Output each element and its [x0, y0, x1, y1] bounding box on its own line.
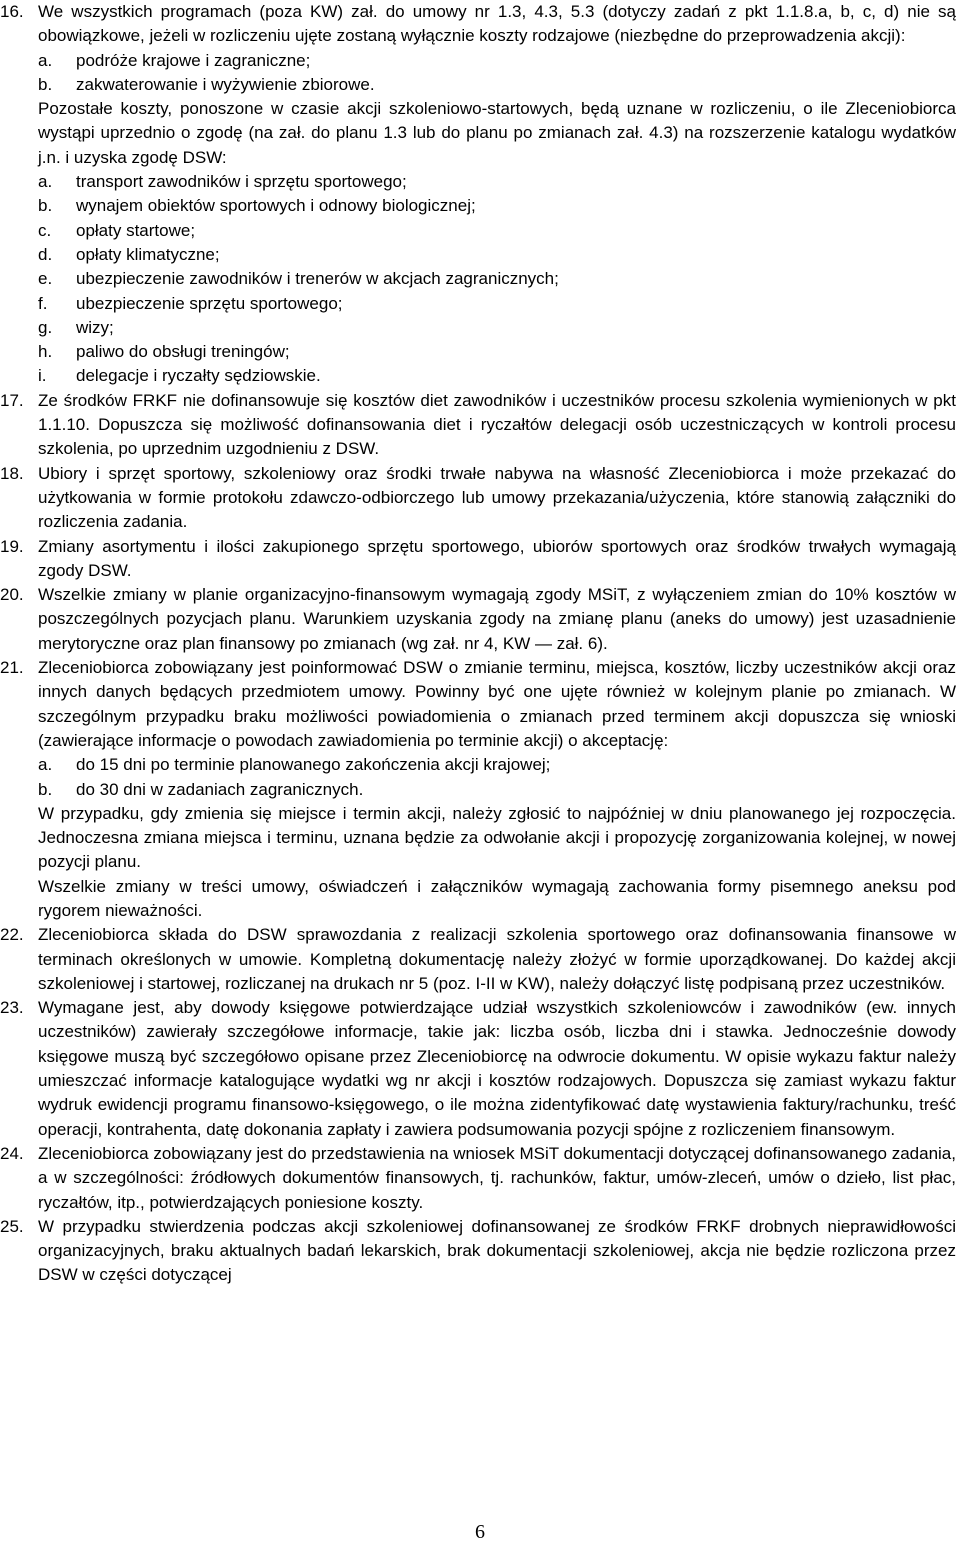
section-22: [0, 923, 960, 996]
item-text: Zleceniobiorca zobowiązany jest do przedstawienia na wniosek MSiT dokumentacji dotyczącej dofinansowanego zadania, a w szczególności: źródłowych dokumentów finansowych, tj. rachunków, faktur, umów-zleceń, umów o dzieło, list płac, ryczałtów, itp., potwierdzających poniesione koszty.: [38, 1143, 956, 1212]
list-text: zakwaterowanie i wyżywienie zbiorowe.: [76, 74, 375, 94]
list-text: paliwo do obsługi treningów;: [76, 342, 290, 362]
section-16: [0, 0, 960, 49]
paragraph-21-a: W przypadku, gdy zmienia się miejsce i termin akcji, należy zgłosić to najpóźniej w dniu planowanego jej rozpoczęcia. Jednoczesna zmiana miejsca i terminu, uznana będzie za odwołanie akcji i propozycję zorganizowania kolejnej, w nowej pozycji planu.: [38, 803, 956, 872]
item-number: 19.: [0, 536, 24, 556]
list-21: [0, 753, 960, 802]
list-text: wynajem obiektów sportowych i odnowy biologicznej;: [76, 196, 476, 216]
list-item: [38, 194, 960, 218]
item-text: Wszelkie zmiany w planie organizacyjno-finansowym wymagają zgody MSiT, z wyłączeniem zmian do 10% kosztów w poszczególnych pozycjach planu. Warunkiem uzyskania zgody na zmianę planu (aneks do umowy) jest uzasadnienie merytoryczne oraz plan finansowy po zmianach (wg zał. nr 4, KW — zał. 6).: [38, 585, 956, 653]
section-17: [0, 389, 960, 462]
list-letter: a.: [38, 172, 53, 192]
item-number: 24.: [0, 1143, 24, 1163]
section-18: [0, 462, 960, 535]
section-21: [0, 656, 960, 753]
list-text: delegacje i ryczałty sędziowskie.: [76, 366, 321, 386]
list-item: [38, 292, 960, 316]
list-text: podróże krajowe i zagraniczne;: [76, 50, 311, 70]
list-16-a: [0, 49, 960, 98]
list-text: opłaty klimatyczne;: [76, 244, 220, 264]
list-item: [38, 778, 960, 802]
list-letter: c.: [38, 220, 52, 240]
list-letter: h.: [38, 342, 53, 362]
list-letter: b.: [38, 74, 53, 94]
list-letter: f.: [38, 293, 48, 313]
item-text: Ubiory i sprzęt sportowy, szkoleniowy oraz środki trwałe nabywa na własność Zleceniobiorca i może przekazać do użytkowania w formie protokołu zdawczo-odbiorczego lub umowy przekazania/użyczenia, które stanowią załączniki do rozliczenia zadania.: [38, 463, 956, 532]
list-text: ubezpieczenie sprzętu sportowego;: [76, 293, 343, 313]
list-letter: b.: [38, 779, 53, 799]
item-text: Zleceniobiorca składa do DSW sprawozdania z realizacji szkolenia sportowego oraz dofinansowania finansowe w terminach określonych w umowie. Kompletną dokumentację należy złożyć w formie uporządkowanej. Do każdej akcji szkoleniowej i startowej, rozliczanej na drukach nr 5 (poz. I-II w KW), należy dołączyć listę podpisaną przez uczestników.: [38, 925, 956, 993]
section-25: [0, 1215, 960, 1288]
item-text: Ze środków FRKF nie dofinansowuje się kosztów diet zawodników i uczestników procesu szkolenia wymienionych w pkt 1.1.10. Dopuszcza się możliwość dofinansowania diet i ryczałtów delegacji osób uczestniczących w kontroli procesu szkolenia, po uprzednim uzgodnieniu z DSW.: [38, 390, 956, 459]
item-number: 21.: [0, 658, 24, 678]
paragraph-21-b: Wszelkie zmiany w treści umowy, oświadczeń i załączników wymagają zachowania formy pisemnego aneksu pod rygorem nieważności.: [38, 876, 956, 920]
list-item: [38, 753, 960, 777]
item-text: Wymagane jest, aby dowody księgowe potwierdzające udział wszystkich szkoleniowców i zawodników (ew. innych uczestników) zawierały szczegółowe informacje, takie jak: liczba osób, liczba dni i stawka. Jednocześnie dowody księgowe muszą być szczegółowo opisane przez Zleceniobiorcę na odwrocie dokumentu. W opisie wykazu faktur należy umieszczać informacje katalogujące wydatki wg nr akcji i kosztów rodzajowych. Dopuszcza się zamiast wykazu faktur wydruk ewidencji programu finansowo-księgowego, o ile można zidentyfikować datę wystawienia faktury/rachunku, treść operacji, kontrahenta, datę dokonania zapłaty i zawiera podsumowania pozycji spójne z rozliczeniem finansowym.: [38, 998, 956, 1139]
item-number: 22.: [0, 925, 24, 945]
page-number: 6: [475, 1521, 485, 1543]
list-letter: g.: [38, 317, 53, 337]
paragraph-16: Pozostałe koszty, ponoszone w czasie akcji szkoleniowo-startowych, będą uznane w rozliczeniu, o ile Zleceniobiorca wystąpi uprzednio o zgodę (na zał. do planu 1.3 lub do planu po zmianach zał. 4.3) na rozszerzenie katalogu wydatków j.n. i uzyska zgodę DSW:: [38, 99, 956, 167]
section-19: [0, 535, 960, 584]
list-item: [38, 219, 960, 243]
item-number: 20.: [0, 585, 24, 605]
section-20: [0, 583, 960, 656]
item-text: We wszystkich programach (poza KW) zał. do umowy nr 1.3, 4.3, 5.3 (dotyczy zadań z pkt 1.1.8.a, b, c, d) nie są obowiązkowe, jeżeli w rozliczeniu ujęte zostaną wyłącznie koszty rodzajowe (niezbędne do przeprowadzenia akcji):: [38, 2, 956, 46]
list-letter: b.: [38, 196, 53, 216]
list-letter: e.: [38, 269, 53, 289]
item-text: Zmiany asortymentu i ilości zakupionego sprzętu sportowego, ubiorów sportowych oraz środków trwałych wymagają zgody DSW.: [38, 536, 956, 580]
list-text: wizy;: [76, 317, 114, 337]
list-text: do 15 dni po terminie planowanego zakończenia akcji krajowej;: [76, 755, 551, 775]
item-text: Zleceniobiorca zobowiązany jest poinformować DSW o zmianie terminu, miejsca, kosztów, liczby uczestników akcji oraz innych danych będących przedmiotem umowy. Powinny być one ujęte również w kolejnym planie po zmianach. W szczególnym przypadku braku możliwości powiadomienia o zmianach przed terminem akcji dopuszcza się wnioski (zawierające informacje o powodach zawiadomienia po terminie akcji) o akceptację:: [38, 658, 956, 750]
list-item: [38, 267, 960, 291]
item-number: 16.: [0, 2, 24, 21]
item-text: W przypadku stwierdzenia podczas akcji szkoleniowej dofinansowanej ze środków FRKF drobnych nieprawidłowości organizacyjnych, braku aktualnych badań lekarskich, brak dokumentacji szkoleniowej, akcja nie będzie rozliczona przez DSW w części dotyczącej: [38, 1216, 956, 1285]
list-item: [38, 243, 960, 267]
list-letter: a.: [38, 50, 53, 70]
section-23: [0, 996, 960, 1142]
list-item: [38, 340, 960, 364]
list-item: [38, 364, 960, 388]
list-item: [38, 49, 960, 73]
list-text: ubezpieczenie zawodników i trenerów w akcjach zagranicznych;: [76, 269, 559, 289]
item-number: 23.: [0, 998, 24, 1018]
item-number: 17.: [0, 390, 24, 410]
item-number: 25.: [0, 1216, 24, 1236]
list-text: do 30 dni w zadaniach zagranicznych.: [76, 779, 364, 799]
list-16-b: [0, 170, 960, 389]
list-letter: i.: [38, 366, 47, 386]
list-text: transport zawodników i sprzętu sportowego;: [76, 172, 407, 192]
list-letter: d.: [38, 244, 53, 264]
list-item: [38, 170, 960, 194]
section-24: [0, 1142, 960, 1215]
list-text: opłaty startowe;: [76, 220, 196, 240]
list-item: [38, 316, 960, 340]
list-letter: a.: [38, 755, 53, 775]
list-item: [38, 73, 960, 97]
item-number: 18.: [0, 463, 24, 483]
